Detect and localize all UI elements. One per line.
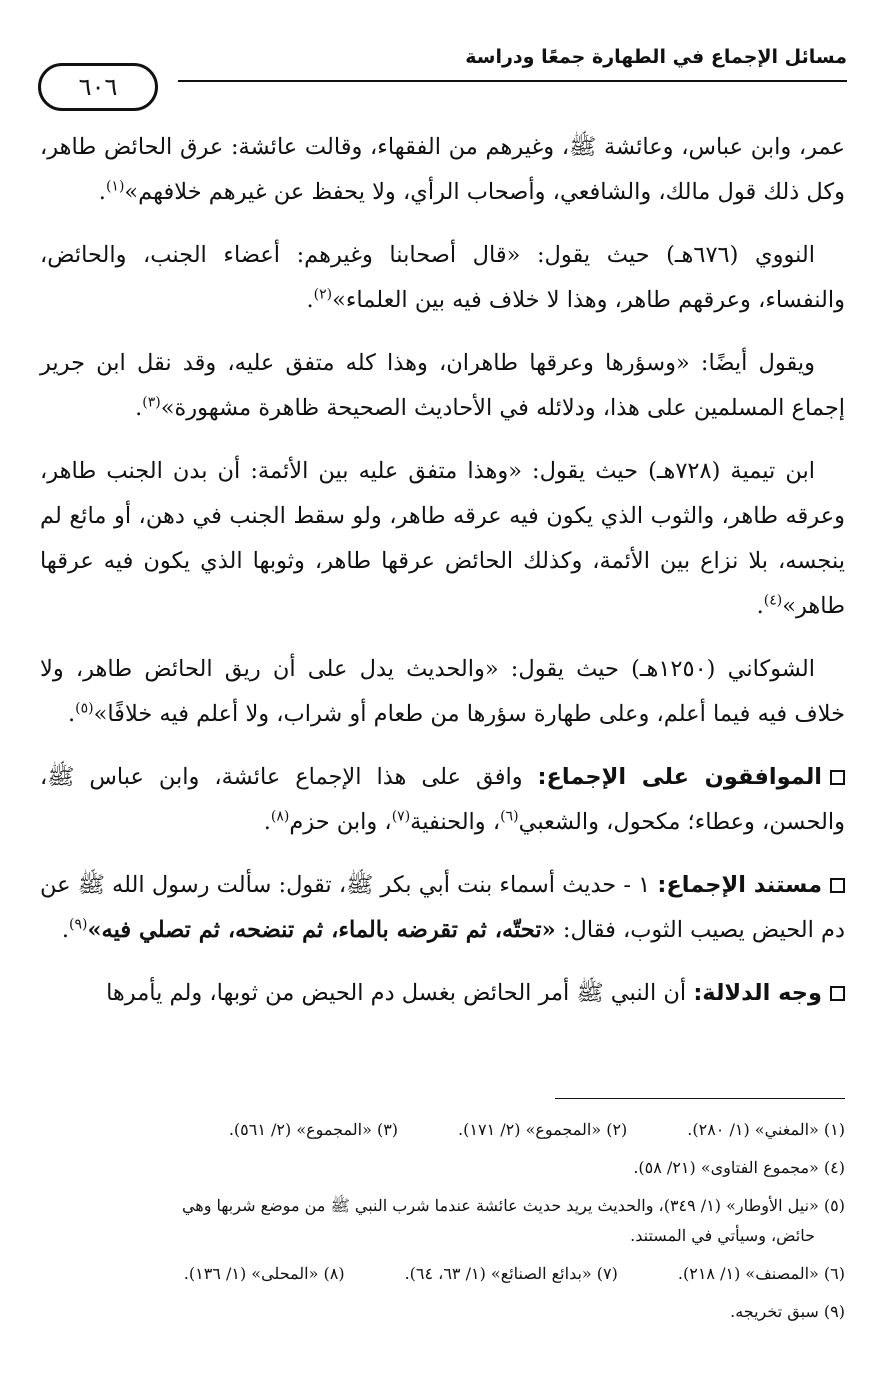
footnote-ref: (٦) (500, 808, 519, 825)
footnote-separator (555, 1098, 845, 1099)
footnote-1: (١) «المغني» (١/ ٢٨٠). (687, 1120, 845, 1139)
footnote-2: (٢) «المجموع» (٢/ ١٧١). (458, 1120, 628, 1139)
section-heading: مستند الإجماع: (657, 872, 823, 898)
paragraph-8 (40, 971, 845, 1016)
footnote-ref: (٩) (68, 916, 88, 933)
paragraph-end: . (756, 593, 764, 619)
footnote-4: (٤) «مجموع الفتاوى» (٢١/ ٥٨). (633, 1158, 845, 1177)
footnote-ref: (٣) (142, 394, 161, 411)
paragraph-end: . (306, 287, 314, 313)
paragraph-text: ١ - حديث أسماء بنت أبي بكر ﷺ، تقول: سألت رسول الله ﷺ عن دم الحيض يصيب الثوب، فقال: (40, 872, 845, 943)
section-heading: الموافقون على الإجماع: (537, 764, 822, 790)
footnote-ref: (١) (105, 178, 125, 195)
footnote-row (40, 1115, 845, 1145)
body-text (40, 125, 845, 1034)
footnote-5 (40, 1191, 845, 1251)
paragraph-6 (40, 755, 845, 845)
paragraph-end: . (263, 809, 271, 835)
paragraph-text: ، والحنفية (410, 809, 501, 835)
square-bullet-icon (830, 986, 845, 1001)
paragraph-text: وافق على هذا الإجماع عائشة، وابن عباس ﷺ، والحسن، وعطاء؛ مكحول، والشعبي (40, 764, 845, 835)
paragraph-text: أن النبي ﷺ أمر الحائض بغسل دم الحيض من ثوبها، ولم يأمرها (106, 980, 687, 1006)
paragraph-end: . (98, 179, 106, 205)
footnote-ref: (٤) (763, 592, 783, 609)
page-number: ٦٠٦ (38, 63, 158, 111)
hadith-quote: «تحتّه، ثم تقرضه بالماء، ثم تنضحه، ثم تصلي فيه» (87, 917, 556, 943)
paragraph-3 (40, 341, 845, 431)
paragraph-end: . (61, 917, 69, 943)
footnote-3: (٣) «المجموع» (٢/ ٥٦١). (228, 1120, 399, 1139)
paragraph-text: النووي (٦٧٦هـ) حيث يقول: «قال أصحابنا وغيرهم: أعضاء الجنب، والحائض، والنفساء، وعرقهم طاهر، وهذا لا خلاف فيه بين العلماء» (40, 242, 845, 313)
running-title: مسائل الإجماع في الطهارة جمعًا ودراسة (465, 46, 847, 68)
paragraph-text: ، وابن حزم (289, 809, 392, 835)
paragraph-5 (40, 647, 845, 737)
footnote-ref: (٨) (270, 808, 290, 825)
paragraph-7 (40, 863, 845, 953)
footnote-5-line-2: حائض، وسيأتي في المستند. (630, 1226, 815, 1245)
paragraph-text: الشوكاني (١٢٥٠هـ) حيث يقول: «والحديث يدل على أن ريق الحائض طاهر، ولا خلاف فيه فيما أعلم، وعلى طهارة سؤرها من طعام أو شراب، ولا أعلم فيه خلافًا» (40, 656, 845, 727)
paragraph-text: عمر، وابن عباس، وعائشة ﷺ، وغيرهم من الفقهاء، وقالت عائشة: عرق الحائض طاهر، وكل ذلك قول مالك، والشافعي، وأصحاب الرأي، ولا يحفظ عن غيرهم خلافهم» (40, 134, 845, 205)
paragraph-4 (40, 449, 845, 629)
paragraph-text: ابن تيمية (٧٢٨هـ) حيث يقول: «وهذا متفق عليه بين الأئمة: أن بدن الجنب طاهر، وعرقه طاهر، والثوب الذي يكون فيه عرقه طاهر، ولو سقط الجنب في دهن، أو مائع لم ينجسه، بلا نزاع بين الأئمة، وكذلك الحائض عرقها طاهر، وثوبها الذي يكون فيه عرقها طاهر» (40, 458, 845, 619)
footnote-6: (٦) «المصنف» (١/ ٢١٨). (677, 1264, 845, 1283)
header-rule (178, 80, 847, 82)
footnote-row (40, 1259, 845, 1289)
paragraph-end: . (135, 395, 143, 421)
square-bullet-icon (830, 878, 845, 893)
footnote-7: (٧) «بدائع الصنائع» (١/ ٦٣، ٦٤). (404, 1264, 618, 1283)
footnote-ref: (٥) (75, 700, 94, 717)
paragraph-end: . (67, 701, 76, 727)
footnote-ref: (٢) (313, 286, 333, 303)
section-heading: وجه الدلالة: (693, 980, 822, 1006)
paragraph-1 (40, 125, 845, 215)
footnote-9: (٩) سبق تخريجه. (730, 1302, 845, 1321)
paragraph-text: ويقول أيضًا: «وسؤرها وعرقها طاهران، وهذا كله متفق عليه، وقد نقل ابن جرير إجماع المسلمين على هذا، ودلائله في الأحاديث الصحيحة ظاهرة مشهورة» (40, 350, 845, 421)
square-bullet-icon (830, 770, 845, 785)
page-header (38, 38, 847, 101)
footnote-8: (٨) «المحلى» (١/ ١٣٦). (183, 1264, 345, 1283)
paragraph-2 (40, 233, 845, 323)
footnotes (40, 1115, 845, 1335)
footnote-ref: (٧) (391, 808, 411, 825)
footnote-5-line-1: (٥) «نيل الأوطار» (١/ ٣٤٩)، والحديث يريد حديث عائشة عندما شرب النبي ﷺ من موضع شربها وهي (181, 1196, 845, 1215)
